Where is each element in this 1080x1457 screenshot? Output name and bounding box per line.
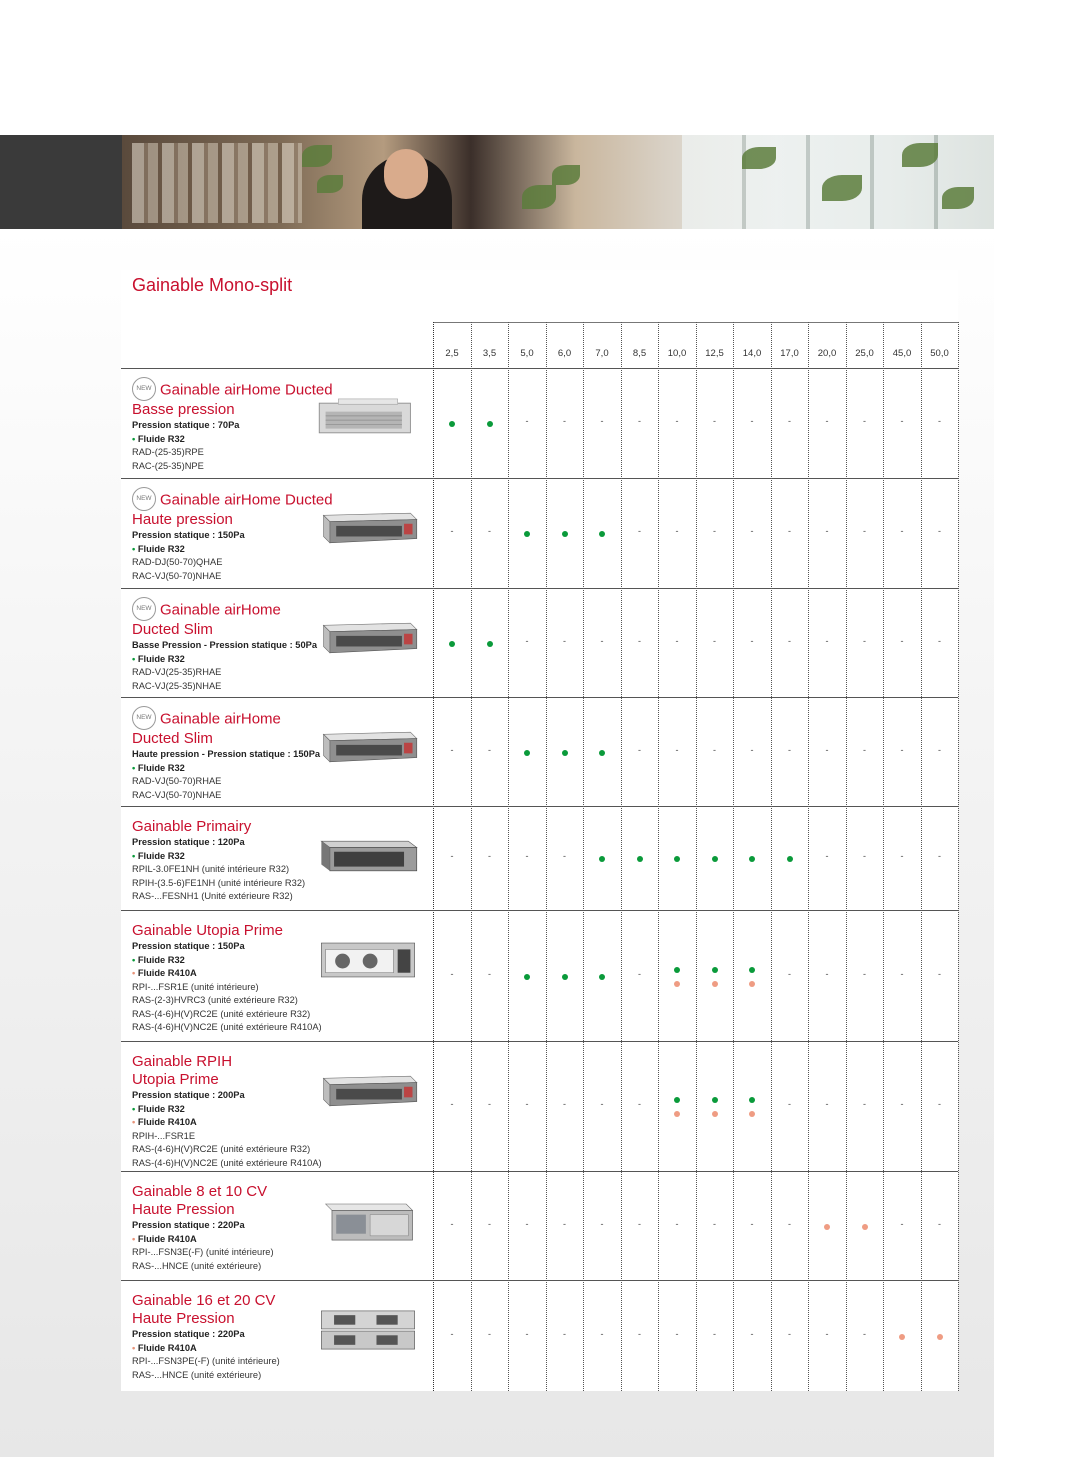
cell-unavailable: - [450, 968, 454, 979]
cell-unavailable: - [750, 1328, 754, 1339]
cell-unavailable: - [563, 1099, 566, 1109]
cell-unavailable: - [825, 851, 829, 861]
product-name-text: Gainable airHome Ducted [160, 491, 333, 509]
dot-r32 [434, 639, 470, 647]
fluid-r32-bullet: • [132, 1103, 138, 1114]
product-name-text: Ducted Slim [132, 730, 213, 747]
cell-unavailable: - [675, 526, 679, 536]
model-reference: RPIH-(3.5-6)FE1NH (unité intérieure R32) [132, 877, 306, 888]
cell-unavailable: - [900, 1099, 904, 1109]
cell-unavailable: - [563, 635, 566, 646]
product-spec [132, 1116, 432, 1130]
cell-unavailable: - [825, 744, 829, 755]
cell-unavailable: - [600, 1218, 604, 1229]
cell-unavailable: - [488, 526, 491, 536]
model-reference: RAS-(4-6)H(V)NC2E (unité extérieure R410A) [132, 1022, 322, 1032]
cell-unavailable: - [750, 526, 754, 536]
spec-text: Pression statique : 120Pa [132, 837, 245, 847]
cell-unavailable: - [750, 744, 754, 755]
product-image-ducted-unit-double [315, 1308, 421, 1357]
model-reference: RAC-VJ(25-35)NHAE [132, 680, 222, 691]
model-reference: RAC-(25-35)NPE [132, 460, 204, 471]
cell-unavailable: - [900, 744, 904, 755]
model-reference: RAD-DJ(50-70)QHAE [132, 557, 223, 567]
cell-unavailable: - [525, 1328, 529, 1339]
cell-unavailable: - [675, 635, 679, 646]
cell-unavailable: - [713, 526, 716, 536]
header-dark-bar [0, 135, 122, 229]
model-reference: RAS-(2-3)HVRC3 (unité extérieure R32) [132, 995, 298, 1005]
model-reference: RAS-(4-6)H(V)RC2E (unité extérieure R32) [132, 1008, 311, 1019]
product-name-text: Haute Pression [132, 1201, 235, 1218]
fluid-r32-bullet: • [132, 653, 138, 664]
cell-unavailable: - [638, 526, 641, 536]
cell-unavailable: - [863, 526, 866, 536]
column-header-20-0: 20,0 [817, 348, 837, 359]
product-name-text: Gainable Utopia Prime [132, 922, 283, 939]
row-separator [121, 806, 958, 807]
cell-unavailable: - [825, 968, 829, 979]
dot-r410a [734, 1109, 770, 1117]
cell-unavailable: - [938, 744, 941, 755]
column-header-45-0: 45,0 [892, 348, 912, 359]
cell-unavailable: - [488, 968, 491, 979]
cell-unavailable: - [713, 635, 716, 646]
cell-unavailable: - [900, 968, 904, 979]
fluid-r32-bullet: • [132, 850, 138, 861]
fluid-r410a-bullet: • [132, 968, 138, 978]
cell-unavailable: - [525, 416, 529, 426]
cell-unavailable: - [638, 1099, 641, 1109]
row-separator [121, 588, 958, 589]
cell-unavailable: - [638, 968, 641, 979]
row-separator [121, 478, 958, 479]
spec-text: Haute pression - Pression statique : 150Pa [132, 749, 321, 759]
model-reference: RAD-VJ(25-35)RHAE [132, 667, 222, 677]
cell-unavailable: - [600, 1328, 604, 1339]
header-rule-bottom [121, 368, 958, 369]
model-reference: RPIH-...FSR1E [132, 1130, 196, 1141]
product-image-ducted-unit-large [315, 1199, 421, 1248]
cell-unavailable: - [900, 851, 904, 861]
column-header-12-5: 12,5 [705, 348, 724, 359]
fluid-r32-bullet: • [132, 433, 138, 444]
cell-unavailable: - [675, 1328, 679, 1339]
product-name-text: Basse pression [132, 401, 235, 418]
cell-unavailable: - [638, 416, 641, 426]
dot-r32 [659, 854, 695, 862]
fluid-r32-bullet: • [132, 543, 138, 554]
spec-text: Pression statique : 150Pa [132, 941, 245, 951]
cell-unavailable: - [713, 416, 716, 426]
spec-text: Fluide R410A [137, 968, 197, 978]
dot-r410a [809, 1222, 845, 1230]
spec-text: Pression statique : 70Pa [132, 420, 240, 430]
dot-r32 [622, 854, 658, 862]
column-header-8-5: 8,5 [632, 348, 647, 359]
dot-r410a [734, 979, 770, 987]
cell-unavailable: - [713, 1218, 716, 1229]
row-separator [121, 1041, 958, 1042]
cell-unavailable: - [675, 1218, 679, 1229]
cell-unavailable: - [638, 1218, 641, 1229]
cell-unavailable: - [563, 851, 566, 861]
dot-r32 [659, 965, 695, 973]
cell-unavailable: - [450, 1218, 454, 1229]
column-header-6-0: 6,0 [557, 348, 572, 359]
fluid-r32-bullet: • [132, 762, 138, 773]
cell-unavailable: - [638, 744, 641, 755]
model-reference: RAS-(4-6)H(V)NC2E (unité extérieure R410A) [132, 1157, 322, 1168]
spec-text: Basse Pression - Pression statique : 50Pa [132, 640, 317, 650]
dot-r410a [697, 1109, 733, 1117]
fluid-r410a-bullet: • [132, 1117, 138, 1127]
dot-r410a [697, 979, 733, 987]
cell-unavailable: - [563, 1218, 566, 1229]
cell-unavailable: - [900, 526, 904, 536]
cell-unavailable: - [450, 1099, 454, 1109]
product-image-ducted-unit-flat [315, 396, 421, 445]
cell-unavailable: - [788, 416, 791, 426]
cell-unavailable: - [863, 744, 866, 755]
dot-r32 [547, 529, 583, 537]
cell-unavailable: - [900, 635, 904, 646]
cell-unavailable: - [788, 635, 791, 646]
dot-r32 [547, 748, 583, 756]
spec-text: Pression statique : 150Pa [132, 530, 245, 540]
model-reference: RAS-...FESNH1 (Unité extérieure R32) [132, 891, 293, 901]
cell-unavailable: - [713, 744, 716, 755]
cell-unavailable: - [525, 1218, 529, 1229]
dot-r32 [697, 1095, 733, 1103]
spec-text: Pression statique : 220Pa [132, 1329, 245, 1339]
cell-unavailable: - [900, 416, 904, 426]
model-reference: RPI-...FSR1E (unité intérieure) [132, 981, 259, 992]
cell-unavailable: - [675, 416, 679, 426]
model-reference: RAD-(25-35)RPE [132, 447, 204, 457]
cell-unavailable: - [750, 1218, 754, 1229]
cell-unavailable: - [450, 1328, 454, 1339]
cell-unavailable: - [938, 968, 941, 979]
dot-r32 [509, 748, 545, 756]
product-image-ducted-unit-slim [315, 616, 421, 665]
product-name-text: Gainable RPIH [132, 1053, 233, 1070]
cell-unavailable: - [863, 968, 866, 979]
dot-r410a [659, 1109, 695, 1117]
spec-text: Fluide R32 [137, 954, 185, 965]
row-separator [121, 1280, 958, 1281]
fluid-r410a-bullet: • [132, 1233, 138, 1244]
hero-photo [122, 135, 994, 229]
cell-unavailable: - [900, 1218, 904, 1229]
dot-r32 [547, 972, 583, 980]
dot-r32 [584, 854, 620, 862]
cell-unavailable: - [825, 635, 829, 646]
product-image-ducted-unit-slim [315, 725, 421, 774]
dot-r32 [734, 965, 770, 973]
model-reference: RPIL-3.0FE1NH (unité intérieure R32) [132, 864, 290, 874]
cell-unavailable: - [750, 416, 754, 426]
dot-r410a [922, 1332, 958, 1340]
column-header-2-5: 2,5 [445, 348, 459, 359]
spec-text: Fluide R410A [137, 1117, 197, 1127]
dot-r32 [659, 1095, 695, 1103]
cell-unavailable: - [675, 744, 679, 755]
product-image-ducted-unit-box [315, 834, 421, 883]
row-separator [121, 1171, 958, 1172]
model-reference: RAS-...HNCE (unité extérieure) [132, 1369, 262, 1380]
spec-text: Pression statique : 220Pa [132, 1220, 245, 1230]
cell-unavailable: - [788, 1099, 791, 1109]
column-header-50-0: 50,0 [930, 348, 949, 359]
model-reference: RAC-VJ(50-70)NHAE [132, 789, 222, 800]
cell-unavailable: - [863, 1099, 866, 1109]
spec-text: Fluide R32 [137, 762, 185, 773]
dot-r32 [584, 972, 620, 980]
product-name-text: Haute pression [132, 511, 233, 528]
spec-text: Fluide R32 [137, 850, 185, 861]
column-header-5-0: 5,0 [520, 348, 534, 359]
model-reference: RAS-(4-6)H(V)RC2E (unité extérieure R32) [132, 1144, 311, 1154]
cell-unavailable: - [450, 526, 454, 536]
page-title: Gainable Mono-split [132, 275, 293, 295]
cell-unavailable: - [863, 416, 866, 426]
dot-r410a [884, 1332, 920, 1340]
dot-r32 [509, 529, 545, 537]
cell-unavailable: - [488, 1099, 491, 1109]
cell-unavailable: - [788, 1218, 791, 1229]
product-image-ducted-unit-slim [315, 1069, 421, 1118]
cell-unavailable: - [488, 1218, 491, 1229]
dot-r32 [734, 854, 770, 862]
cell-unavailable: - [488, 744, 491, 755]
cell-unavailable: - [525, 635, 529, 646]
cell-unavailable: - [938, 851, 941, 861]
cell-unavailable: - [600, 416, 604, 426]
product-name-text: Gainable 16 et 20 CV [132, 1292, 276, 1309]
model-reference: RAS-...HNCE (unité extérieure) [132, 1260, 262, 1271]
cell-unavailable: - [825, 1099, 829, 1109]
dot-r32 [584, 748, 620, 756]
cell-unavailable: - [450, 851, 454, 861]
product-name-text: Ducted Slim [132, 621, 213, 638]
cell-unavailable: - [788, 526, 791, 536]
spec-text: Pression statique : 200Pa [132, 1090, 245, 1100]
column-header-17-0: 17,0 [780, 348, 799, 359]
cell-unavailable: - [750, 635, 754, 646]
fluid-r410a-bullet: • [132, 1342, 138, 1353]
cell-unavailable: - [938, 1099, 941, 1109]
model-reference: RAC-VJ(50-70)NHAE [132, 570, 222, 581]
dot-r410a [659, 979, 695, 987]
cell-unavailable: - [488, 851, 491, 861]
cell-unavailable: - [788, 968, 791, 979]
cell-unavailable: - [638, 635, 641, 646]
column-header-14-0: 14,0 [742, 348, 762, 359]
column-separator [958, 322, 959, 1391]
dot-r32 [472, 639, 508, 647]
cell-unavailable: - [863, 851, 866, 861]
cell-unavailable: - [525, 851, 529, 861]
spec-text: Fluide R32 [137, 543, 185, 554]
product-image-ducted-unit-fan [315, 938, 421, 987]
cell-unavailable: - [938, 635, 941, 646]
dot-r32 [434, 419, 470, 427]
dot-r32 [697, 965, 733, 973]
new-badge: NEW [132, 597, 156, 621]
cell-unavailable: - [938, 1218, 941, 1229]
cell-unavailable: - [638, 1328, 641, 1339]
new-badge: NEW [132, 377, 156, 401]
cell-unavailable: - [563, 416, 566, 426]
product-name-text: Gainable Primairy [132, 818, 252, 835]
cell-unavailable: - [825, 1328, 829, 1339]
cell-unavailable: - [713, 1328, 716, 1339]
dot-r32 [509, 972, 545, 980]
spec-text: Fluide R32 [137, 1103, 185, 1114]
cell-unavailable: - [600, 1099, 604, 1109]
product-table-card [121, 270, 958, 1391]
cell-unavailable: - [788, 744, 791, 755]
product-name-text: Gainable airHome [160, 710, 281, 728]
dot-r32 [472, 419, 508, 427]
spec-text: Fluide R32 [137, 433, 185, 444]
product-name-text: Utopia Prime [132, 1071, 219, 1088]
cell-unavailable: - [825, 526, 829, 536]
cell-unavailable: - [938, 416, 941, 426]
new-badge: NEW [132, 706, 156, 730]
column-header-7-0: 7,0 [595, 348, 609, 359]
spec-text: Fluide R32 [137, 653, 185, 664]
model-reference: RPI-...FSN3PE(-F) (unité intérieure) [132, 1356, 280, 1366]
fluid-r32-bullet: • [132, 954, 138, 965]
dot-r32 [584, 529, 620, 537]
spec-text: Fluide R410A [137, 1233, 197, 1244]
product-name-text: Gainable 8 et 10 CV [132, 1183, 268, 1200]
new-badge: NEW [132, 487, 156, 511]
cell-unavailable: - [863, 1328, 866, 1339]
column-header-3-5: 3,5 [482, 348, 497, 359]
spec-text: Fluide R410A [137, 1342, 197, 1353]
model-reference: RPI-...FSN3E(-F) (unité intérieure) [132, 1247, 274, 1257]
cell-unavailable: - [600, 635, 604, 646]
dot-r32 [697, 854, 733, 862]
product-name-text: Gainable airHome [160, 601, 281, 619]
cell-unavailable: - [525, 1099, 529, 1109]
column-header-25-0: 25,0 [855, 348, 874, 359]
product-name-text: Haute Pression [132, 1310, 235, 1327]
cell-unavailable: - [938, 526, 941, 536]
row-separator [121, 697, 958, 698]
dot-r32 [772, 854, 808, 862]
dot-r410a [847, 1222, 883, 1230]
column-header-10-0: 10,0 [667, 348, 687, 359]
cell-unavailable: - [450, 744, 454, 755]
row-separator [121, 910, 958, 911]
product-name-text: Gainable airHome Ducted [160, 381, 333, 399]
dot-r32 [734, 1095, 770, 1103]
cell-unavailable: - [788, 1328, 791, 1339]
product-image-ducted-unit-slim [315, 506, 421, 555]
cell-unavailable: - [825, 416, 829, 426]
model-reference: RAD-VJ(50-70)RHAE [132, 776, 222, 786]
cell-unavailable: - [863, 635, 866, 646]
cell-unavailable: - [488, 1328, 491, 1339]
cell-unavailable: - [563, 1328, 566, 1339]
